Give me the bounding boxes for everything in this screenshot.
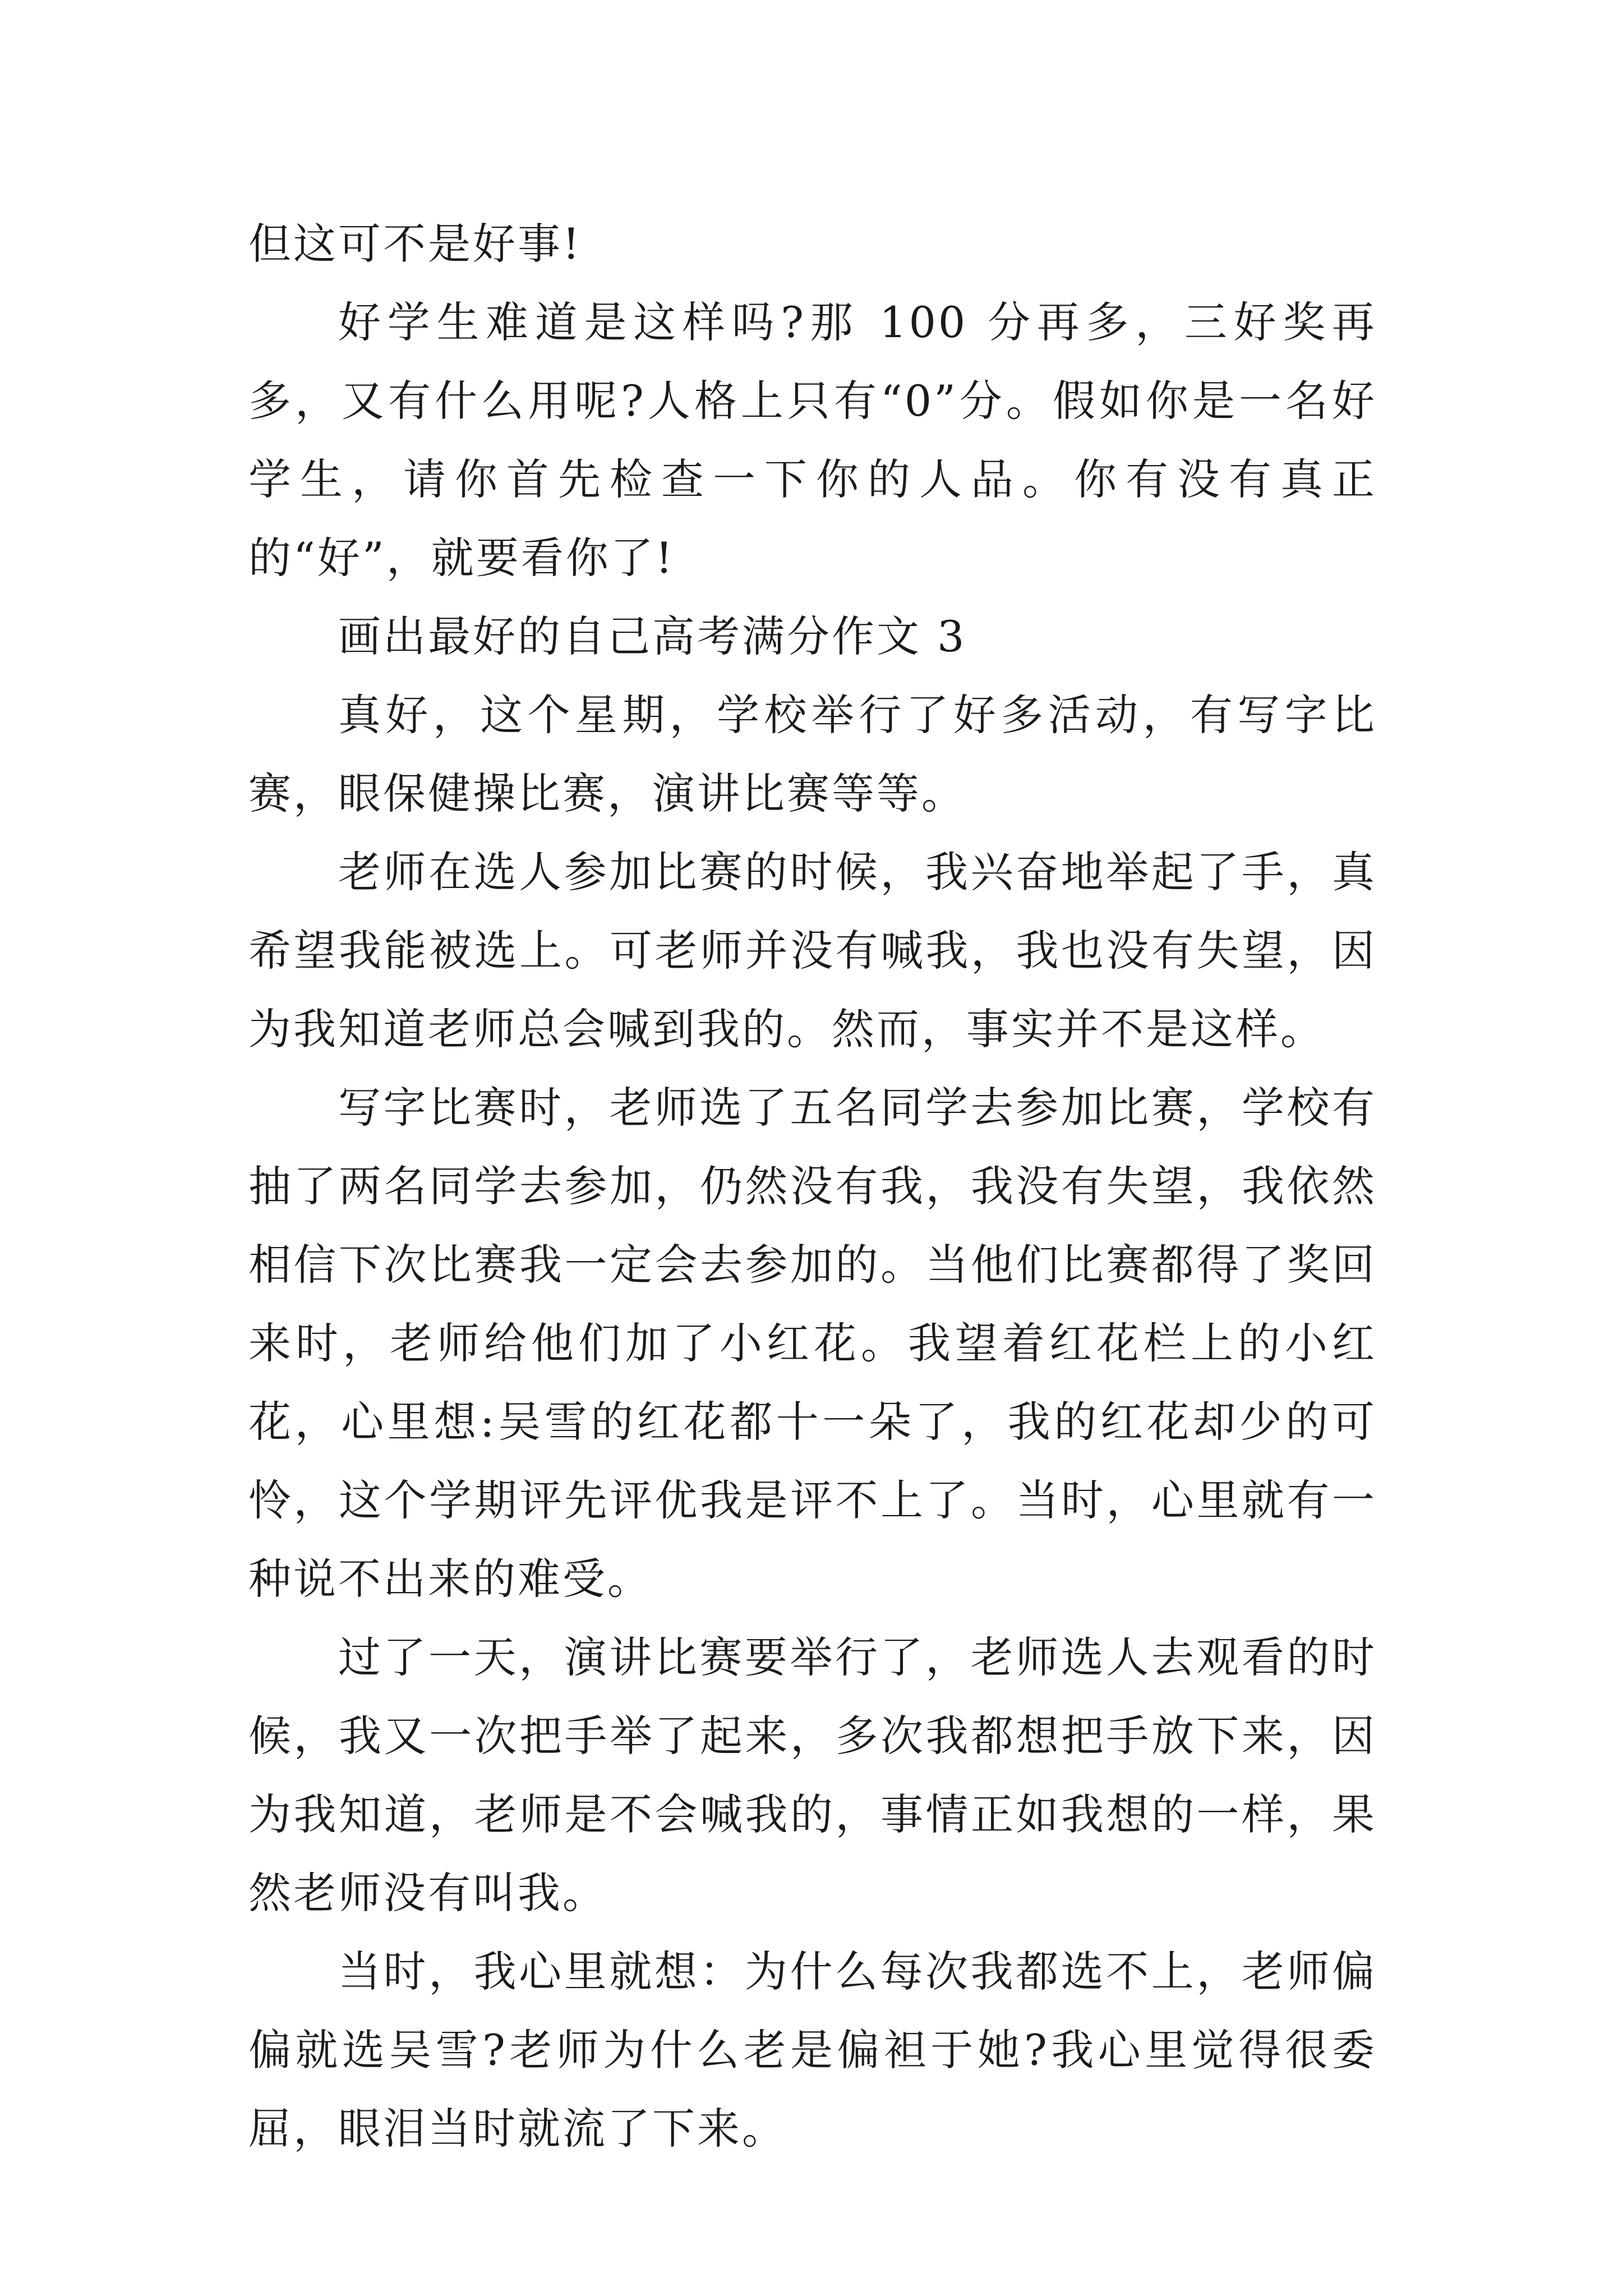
paragraph: 真好，这个星期，学校举行了好多活动，有写字比赛，眼保健操比赛，演讲比赛等等。	[248, 690, 1377, 818]
paragraph: 当时，我心里就想：为什么每次我都选不上，老师偏偏就选吴雪?老师为什么老是偏袒于她?我心里觉得很委屈，眼泪当时就流了下来。	[248, 1947, 1377, 2154]
paragraph: 写字比赛时，老师选了五名同学去参加比赛，学校有抽了两名同学去参加，仍然没有我，我没有失望，我依然相信下次比赛我一定会去参加的。当他们比赛都得了奖回来时，老师给他们加了小红花。我望着红花栏上的小红花，心里想:吴雪的红花都十一朵了，我的红花却少的可怜，这个学期评先评优我是评不上了。当时，心里就有一种说不出来的难受。	[248, 1083, 1377, 1604]
section-title: 画出最好的自己高考满分作文 3	[338, 611, 967, 661]
paragraph: 过了一天，演讲比赛要举行了，老师选人去观看的时候，我又一次把手举了起来，多次我都想把手放下来，因为我知道，老师是不会喊我的，事情正如我想的一样，果然老师没有叫我。	[248, 1632, 1377, 1918]
paragraph: 好学生难道是这样吗?那 100 分再多，三好奖再多，又有什么用呢?人格上只有“0”分。假如你是一名好学生，请你首先检查一下你的人品。你有没有真正的“好”，就要看你了!	[248, 297, 1377, 583]
document-body	[248, 205, 1377, 2168]
paragraph: 老师在选人参加比赛的时候，我兴奋地举起了手，真希望我能被选上。可老师并没有喊我，我也没有失望，因为我知道老师总会喊到我的。然而，事实并不是这样。	[248, 847, 1377, 1054]
paragraph-continuation: 但这可不是好事!	[248, 219, 582, 269]
